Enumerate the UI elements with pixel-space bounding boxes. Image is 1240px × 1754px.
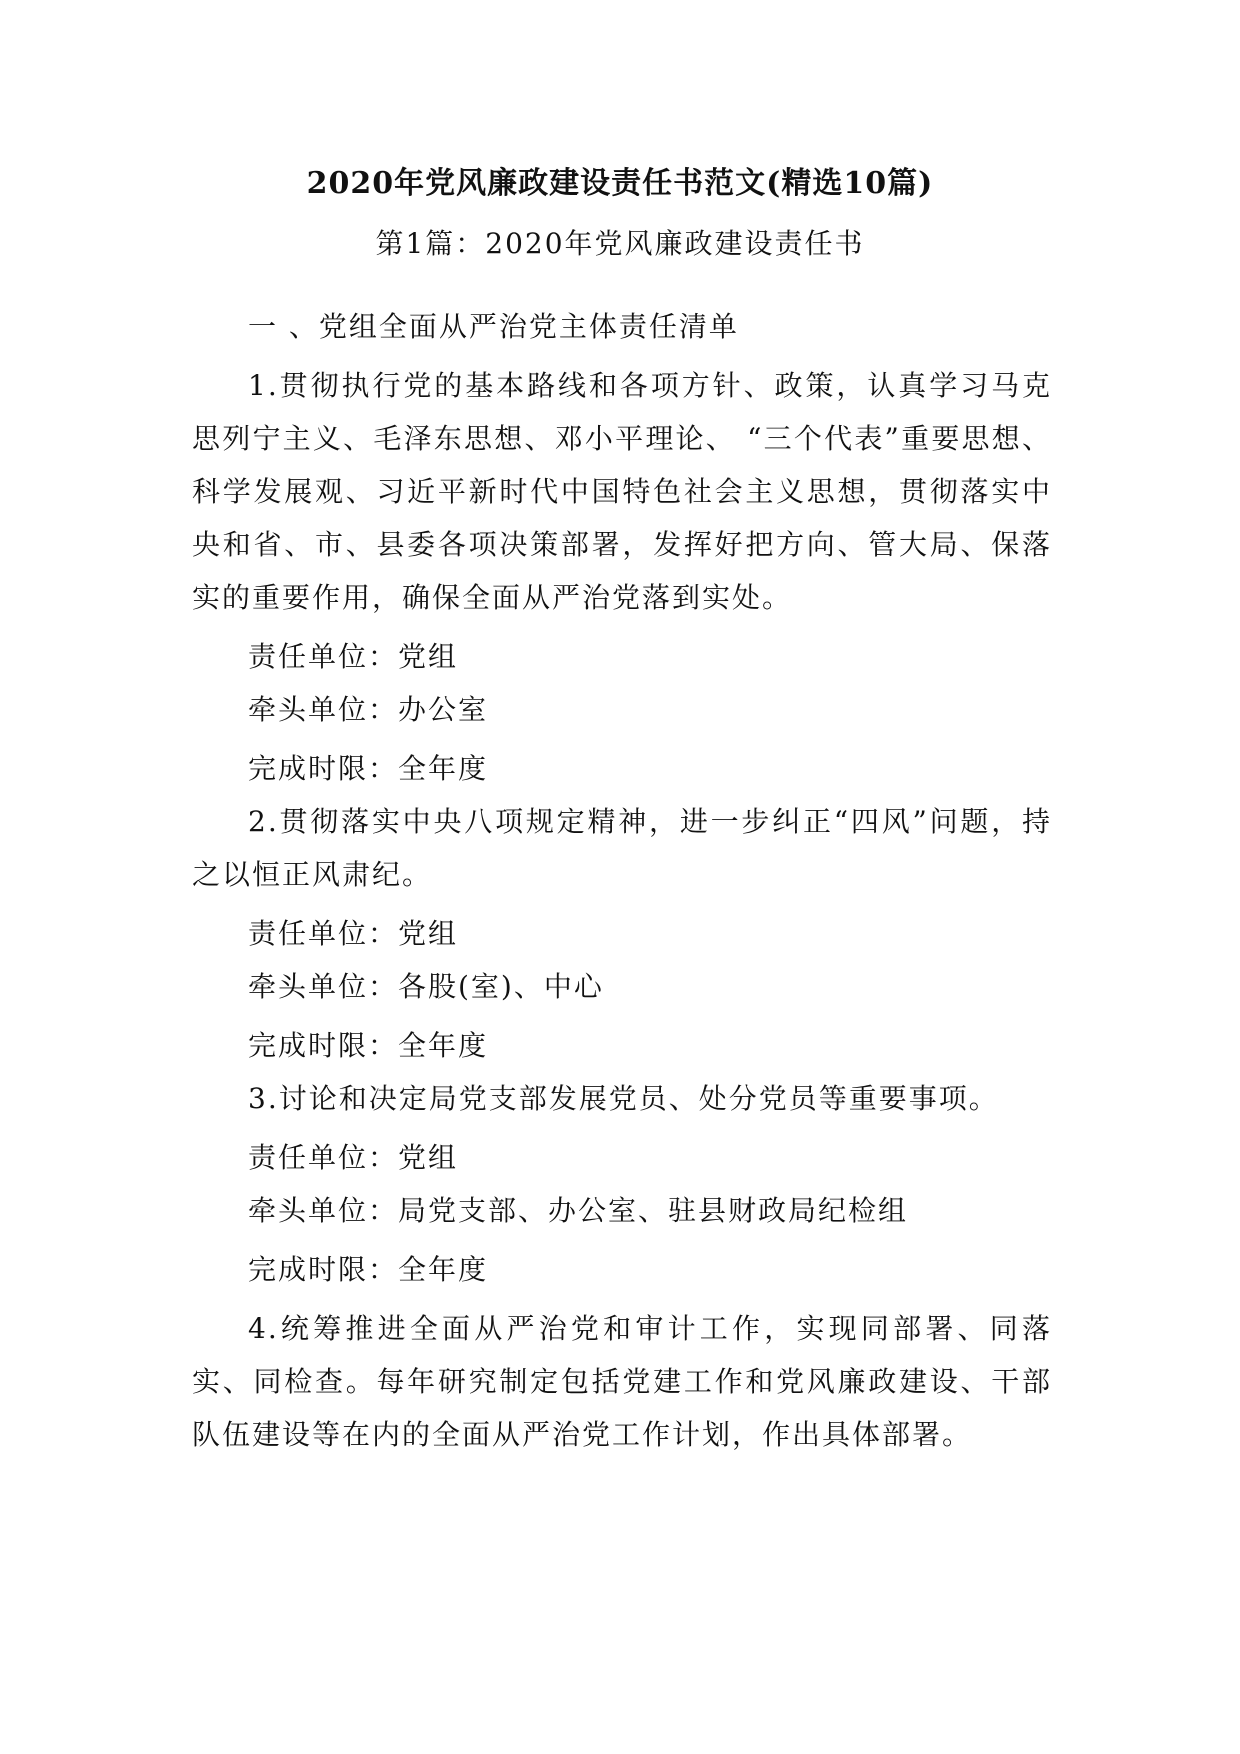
- item-1-deadline: 完成时限：全年度: [248, 752, 489, 785]
- item-1-responsible-unit: 责任单位：党组: [248, 640, 459, 673]
- item-3-responsible-unit: 责任单位：党组: [248, 1141, 459, 1174]
- item-3-lead-unit: 牵头单位：局党支部、办公室、驻县财政局纪检组: [248, 1194, 909, 1227]
- item-2-text: 2.贯彻落实中央八项规定精神，进一步纠正“四风”问题，持之以恒正风肃纪。: [192, 805, 1052, 891]
- item-3-text: 3.讨论和决定局党支部发展党员、处分党员等重要事项。: [248, 1082, 999, 1115]
- document-title: 2020年党风廉政建设责任书范文(精选10篇): [306, 166, 934, 201]
- document-body: [192, 300, 1052, 1461]
- item-3-deadline: 完成时限：全年度: [248, 1253, 489, 1286]
- section-heading: 一 、党组全面从严治党主体责任清单: [248, 310, 739, 343]
- item-4-text: 4.统筹推进全面从严治党和审计工作，实现同部署、同落实、同检查。每年研究制定包括党建工作和党风廉政建设、干部队伍建设等在内的全面从严治党工作计划，作出具体部署。: [192, 1312, 1052, 1451]
- item-2-deadline: 完成时限：全年度: [248, 1029, 489, 1062]
- item-1-text: 1.贯彻执行党的基本路线和各项方针、政策，认真学习马克思列宁主义、毛泽东思想、邓小平理论、 “三个代表”重要思想、科学发展观、习近平新时代中国特色社会主义思想，贯彻落实中央和省、市、县委各项决策部署，发挥好把方向、管大局、保落实的重要作用，确保全面从严治党落到实处。: [192, 369, 1052, 614]
- item-2-responsible-unit: 责任单位：党组: [248, 917, 459, 950]
- document-subtitle: 第1篇：2020年党风廉政建设责任书: [375, 227, 865, 260]
- item-2-lead-unit: 牵头单位：各股(室)、中心: [248, 970, 604, 1003]
- item-1-lead-unit: 牵头单位：办公室: [248, 693, 489, 726]
